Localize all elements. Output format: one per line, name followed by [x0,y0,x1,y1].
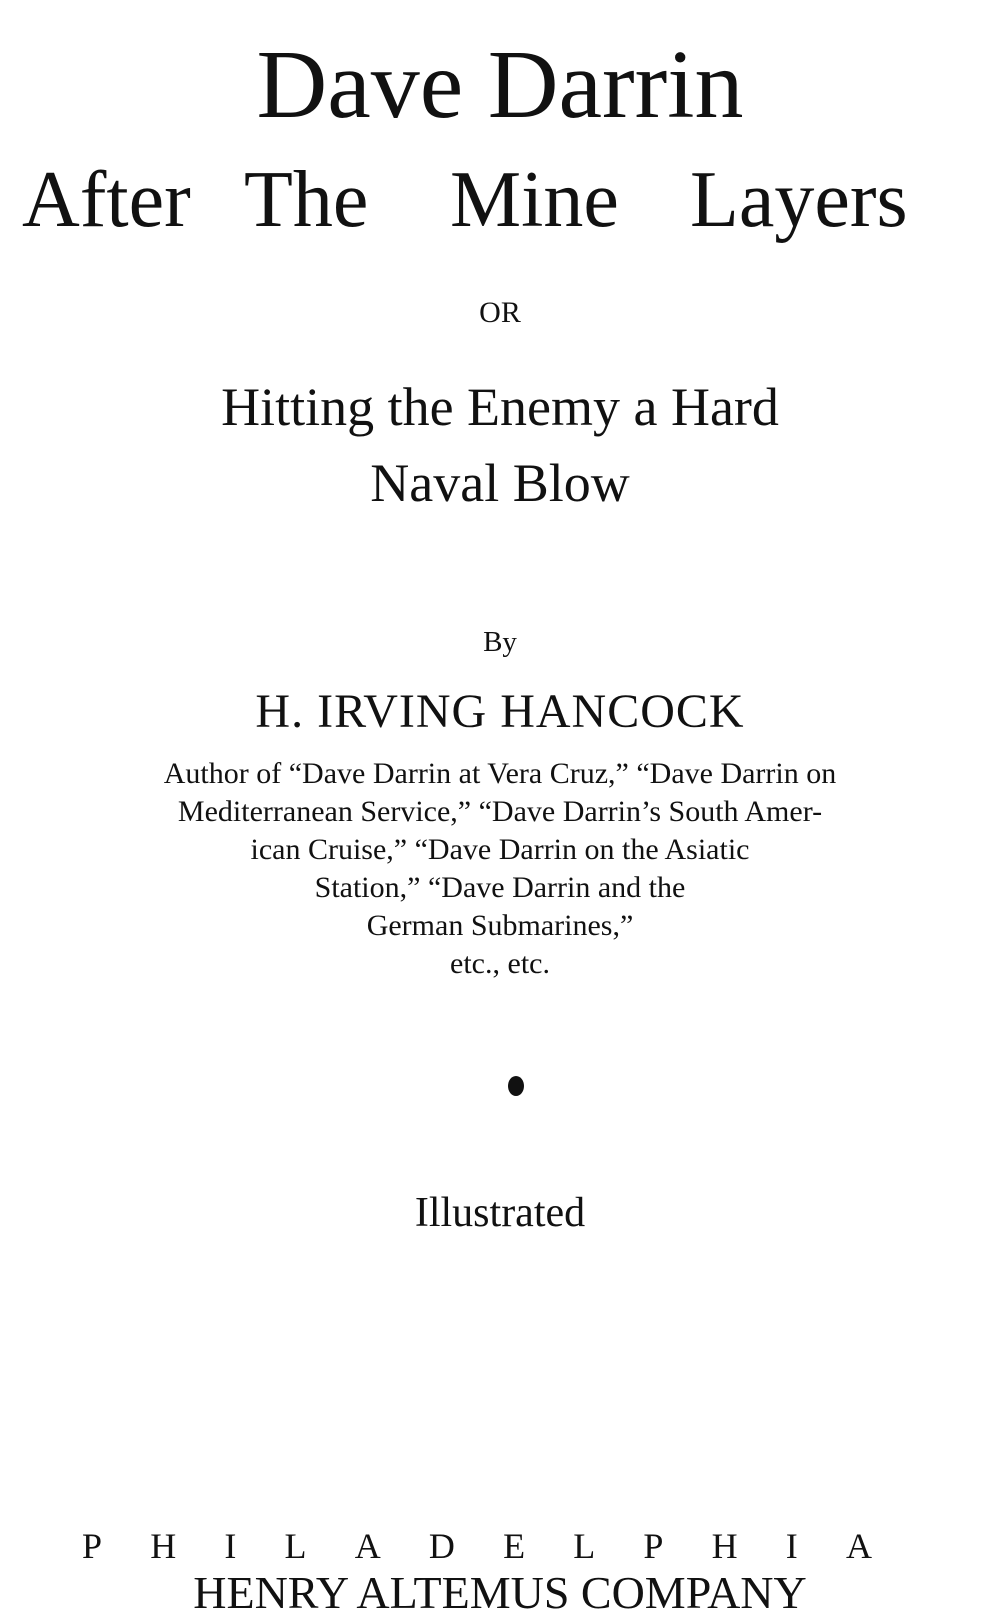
city-letter: D [428,1526,455,1566]
city-letter: P [643,1526,664,1566]
title-word: Mine [450,156,619,244]
bullet-ornament [508,1076,524,1096]
title-line-1: Dave Darrin [256,31,744,139]
other-works-line: ican Cruise,” “Dave Darrin on the Asiatic [250,833,750,866]
title-word: After [22,156,191,244]
city-letter: L [573,1526,596,1566]
city-letter: H [150,1526,177,1566]
subtitle-line-1: Hitting the Enemy a Hard [221,377,779,437]
city-letter: I [224,1526,237,1566]
author-name: H. IRVING HANCOCK [255,685,745,738]
other-works-line: Station,” “Dave Darrin and the [314,871,686,904]
or-separator: OR [479,296,521,329]
subtitle-line-2: Naval Blow [370,453,630,513]
city-letter: L [284,1526,307,1566]
title-word: Layers [690,156,908,244]
publisher-city [82,1528,872,1564]
city-letter: H [711,1526,738,1566]
publisher-name: HENRY ALTEMUS COMPANY [193,1567,807,1618]
other-works-line: German Submarines,” [366,909,634,942]
title-word: The [244,156,369,244]
by-label: By [483,626,517,658]
other-works-line: Mediterranean Service,” “Dave Darrin’s South Amer- [177,795,823,828]
city-letter: A [845,1526,872,1566]
other-works-line: Author of “Dave Darrin at Vera Cruz,” “Dave Darrin on [163,757,837,790]
other-works [0,755,1000,983]
city-letter: I [785,1526,798,1566]
illustrated-label: Illustrated [414,1190,586,1236]
other-works-line: etc., etc. [450,947,550,980]
city-letter: E [503,1526,526,1566]
city-letter: A [354,1526,381,1566]
city-letter: P [82,1526,103,1566]
